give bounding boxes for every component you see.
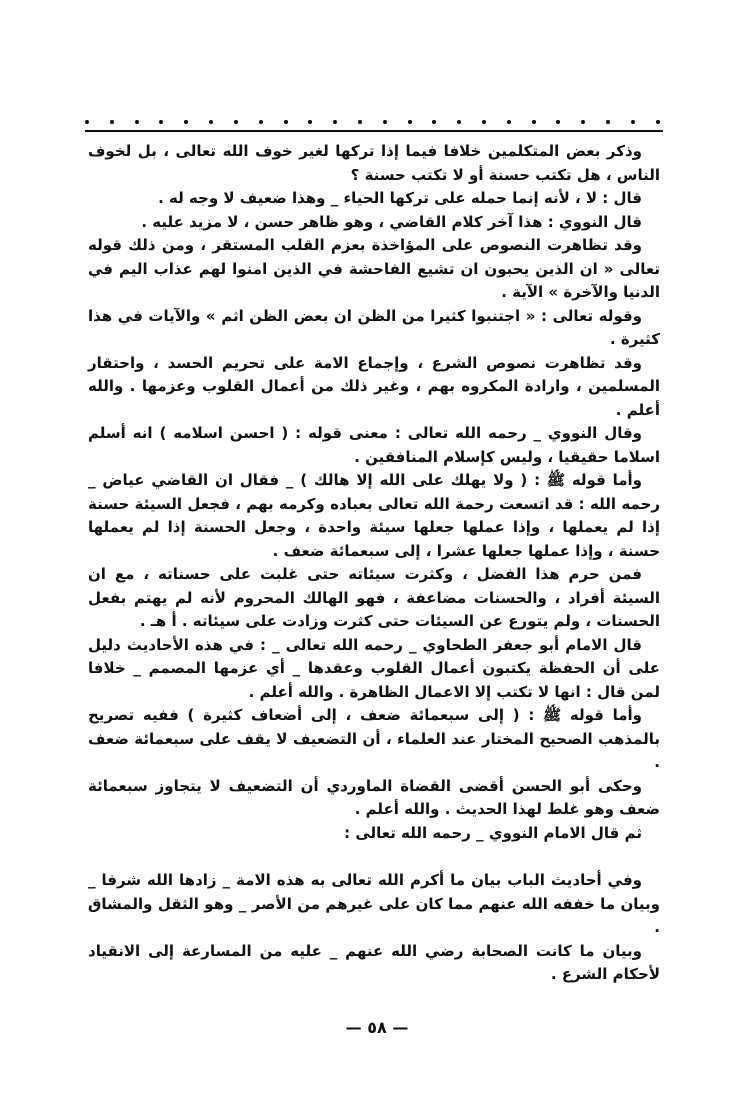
paragraph: وذكر بعض المتكلمين خلافا فيما إذا تركها لغير خوف الله تعالى ، بل لخوف الناس ، هل تكتب حسنة أو لا تكتب حسنة ؟ (88, 142, 660, 184)
paragraph: وأما قوله ﷺ : ( ولا يهلك على الله إلا هالك ) _ فقال ان القاضي عياض _ رحمه الله : قد اتسعت رحمة الله تعالى بعباده وكرمه بهم ، فجعل السيئة حسنة إذا لم يعملها ، وإذا عملها جعلها سيئة واحدة ، وجعل الحسنة إذا لم يعملها حسنة ، وإذا عملها جعلها عشرا ، إلى سبعمائة ضعف . (88, 471, 660, 560)
dot (631, 120, 635, 124)
paragraph: وقوله تعالى : « اجتنبوا كثيرا من الظن ان بعض الظن اثم » والآيات في هذا كثيرة . (88, 306, 660, 348)
dot (259, 120, 263, 124)
dot (457, 120, 461, 124)
dot (284, 120, 288, 124)
paragraph: وحكى أبو الحسن أقضى القضاة الماوردي أن التضعيف لا يتجاوز سبعمائة ضعف وهو غلط لهذا الحديث . والله أعلم . (88, 776, 660, 818)
paragraph: قال : لا ، لأنه إنما حمله على تركها الحياء _ وهذا ضعيف لا وجه له . (158, 189, 642, 207)
dot (358, 120, 362, 124)
dot (432, 120, 436, 124)
dot (532, 120, 536, 124)
paragraph: وفي أحاديث الباب بيان ما أكرم الله تعالى به هذه الامة _ زادها الله شرفا _ وبيان ما خففه الله عنهم مما كان على غيرهم من الأصر _ وهو الثقل والمشاق . (88, 871, 660, 936)
paragraph: قال الامام أبو جعفر الطحاوي _ رحمه الله تعالى _ : في هذه الأحاديث دليل على أن الحفظة يكتبون أعمال القلوب وعقدها _ أي عزمها المصمم _ خلافا لمن قال : انها لا تكتب إلا الاعمال الظاهرة . والله أعلم . (88, 635, 660, 701)
dot (507, 120, 511, 124)
paragraph: وقد تظاهرت النصوص على المؤاخذة بعزم القلب المستقر ، ومن ذلك قوله تعالى « ان الذين يحبون ان تشيع الفاحشة في الذين امنوا لهم عذاب اليم في الدنيا والآخرة » الآية . (88, 236, 660, 301)
dot (606, 120, 610, 124)
paragraph: وقد تظاهرت نصوص الشرع ، وإجماع الامة على تحريم الحسد ، واحتقار المسلمين ، وارادة المكروه بهم ، وغير ذلك من أعمال القلوب وعزمها . والله أعلم . (88, 353, 660, 419)
dot (333, 120, 337, 124)
dot (383, 120, 387, 124)
dot (159, 120, 163, 124)
dot (234, 120, 238, 124)
body-text (88, 140, 660, 987)
paragraph: وبيان ما كانت الصحابة رضي الله عنهم _ عليه من المسارعة إلى الانقياد لأحكام الشرع . (88, 941, 660, 983)
paragraph: قال النووي : هذا آخر كلام القاضي ، وهو ظاهر حسن ، لا مزيد عليه . (141, 212, 642, 231)
paragraph: فمن حرم هذا الفضل ، وكثرت سيئاته حتى غلبت على حسناته ، مع ان السيئة أفراد ، والحسنات مضاعفة ، فهو الهالك المحروم لأنه لم يهتم بفعل الحسنات ، ولم يتورع عن السيئات حتى كثرت وزادت على سيئاته . أ هـ . (88, 565, 660, 630)
paragraph: وأما قوله ﷺ : ( إلى سبعمائة ضعف ، إلى أضعاف كثيرة ) ففيه تصريح بالمذهب الصحيح المختار عند العلماء ، أن التضعيف لا يقف على سبعمائة ضعف . (88, 706, 660, 771)
dot (308, 120, 312, 124)
dot (184, 120, 188, 124)
paragraph: وقال النووي _ رحمه الله تعالى : معنى قوله : ( احسن اسلامه ) انه أسلم اسلاما حقيقيا ، وليس كإسلام المنافقين . (88, 424, 660, 466)
dot (209, 120, 213, 124)
paragraph: ثم قال الامام النووي _ رحمه الله تعالى : (344, 823, 642, 842)
dot (85, 120, 89, 124)
dot (408, 120, 412, 124)
dot (581, 120, 585, 124)
page-number: — ٥٨ — (345, 1018, 409, 1037)
dot (135, 120, 139, 124)
header-rule (85, 130, 663, 132)
dot (482, 120, 486, 124)
dot (656, 120, 660, 124)
dot (556, 120, 560, 124)
dot (110, 120, 114, 124)
dotted-border (85, 118, 660, 126)
